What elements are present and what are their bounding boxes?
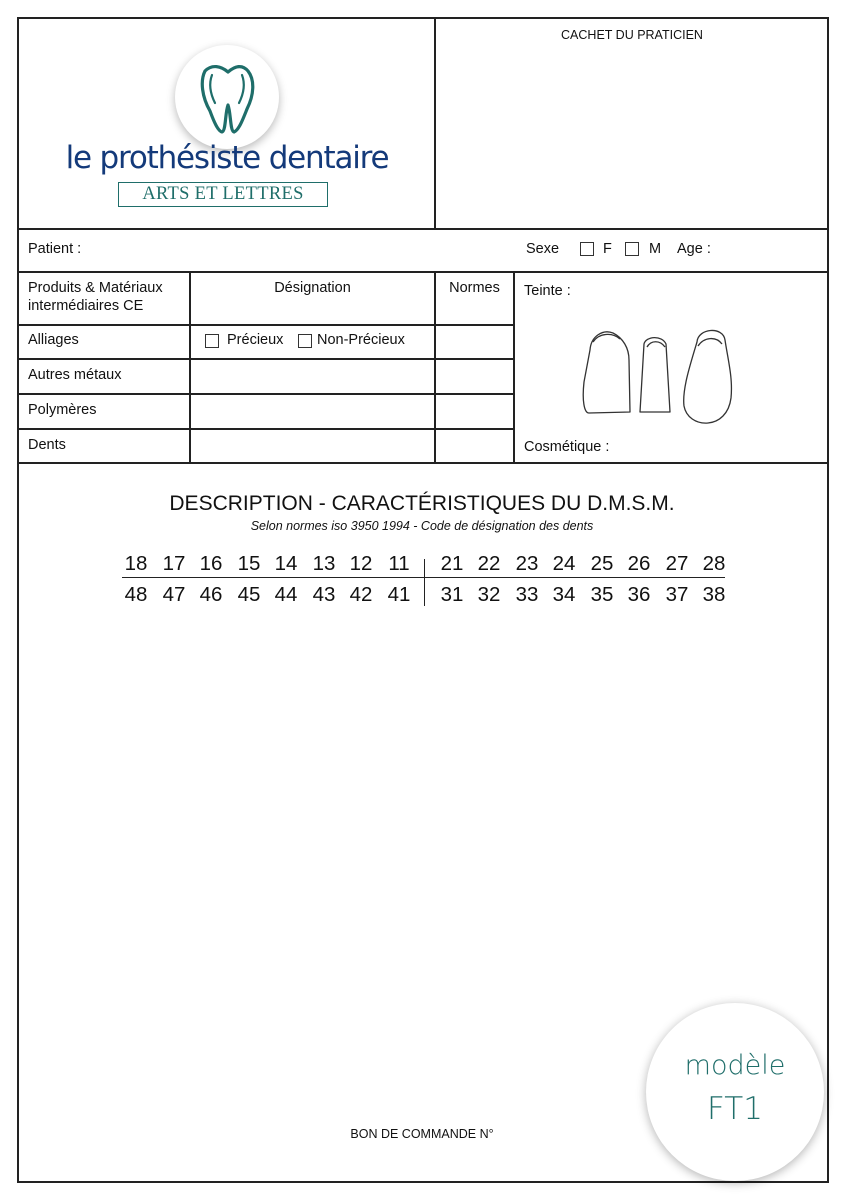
products-header-line2: intermédiaires CE [28,298,144,314]
tooth-17[interactable]: 17 [162,552,186,575]
tooth-24[interactable]: 24 [552,552,576,575]
patient-label: Patient : [28,241,82,257]
precieux-checkbox[interactable] [205,334,219,348]
products-header-line1: Produits & Matériaux [28,280,163,296]
row-label-autres-metaux: Autres métaux [28,367,122,383]
order-number-label: BON DE COMMANDE N° [350,1127,494,1141]
teeth-shade-illustration [580,320,740,430]
header-divider [434,17,436,228]
male-checkbox[interactable] [625,242,639,256]
normes-header: Normes [449,280,500,296]
tooth-44[interactable]: 44 [274,583,298,606]
tooth-48[interactable]: 48 [124,583,148,606]
patient-row-bottom-line [17,271,829,273]
table-col-line-1 [189,271,191,462]
tooth-35[interactable]: 35 [590,583,614,606]
model-badge-line2: FT1 [707,1091,763,1127]
tooth-26[interactable]: 26 [627,552,651,575]
tooth-46[interactable]: 46 [199,583,223,606]
tooth-13[interactable]: 13 [312,552,336,575]
description-title: DESCRIPTION - CARACTÉRISTIQUES DU D.M.S.M. [169,492,675,515]
tooth-logo-icon [175,45,279,149]
tooth-12[interactable]: 12 [349,552,373,575]
description-subtitle: Selon normes iso 3950 1994 - Code de désignation des dents [250,519,594,533]
model-badge [646,1003,824,1181]
table-col-line-3 [513,271,515,462]
tooth-14[interactable]: 14 [274,552,298,575]
female-checkbox[interactable] [580,242,594,256]
tooth-45[interactable]: 45 [237,583,261,606]
tooth-28[interactable]: 28 [702,552,726,575]
table-col-line-2 [434,271,436,462]
table-row-line-1 [17,358,514,360]
age-label: Age : [677,241,711,257]
tooth-47[interactable]: 47 [162,583,186,606]
tooth-32[interactable]: 32 [477,583,501,606]
row-label-dents: Dents [28,437,66,453]
tooth-42[interactable]: 42 [349,583,373,606]
tooth-18[interactable]: 18 [124,552,148,575]
row-label-polymeres: Polymères [28,402,97,418]
tooth-15[interactable]: 15 [237,552,261,575]
cosmetique-label: Cosmétique : [524,439,610,455]
non-precieux-checkbox[interactable] [298,334,312,348]
tooth-36[interactable]: 36 [627,583,651,606]
table-header-line [17,324,514,326]
non-precieux-label: Non-Précieux [317,332,405,348]
tooth-43[interactable]: 43 [312,583,336,606]
male-label: M [649,241,662,257]
tooth-16[interactable]: 16 [199,552,223,575]
sexe-label: Sexe [526,241,560,257]
tooth-21[interactable]: 21 [440,552,464,575]
tooth-34[interactable]: 34 [552,583,576,606]
header-bottom-line [17,228,829,230]
table-row-line-2 [17,393,514,395]
tooth-25[interactable]: 25 [590,552,614,575]
tooth-41[interactable]: 41 [387,583,411,606]
tooth-11[interactable]: 11 [388,552,410,575]
designation-header: Désignation [274,280,351,296]
precieux-label: Précieux [227,332,284,348]
tooth-22[interactable]: 22 [477,552,501,575]
stamp-label: CACHET DU PRATICIEN [561,28,703,42]
tooth-27[interactable]: 27 [665,552,689,575]
dental-chart-vertical-line [424,559,425,606]
logo-circle [175,45,279,149]
brand-name: le prothésiste dentaire [65,140,389,176]
female-label: F [603,241,612,257]
tooth-38[interactable]: 38 [702,583,726,606]
brand-tagline: ARTS ET LETTRES [118,182,328,207]
row-label-alliages: Alliages [28,332,79,348]
table-bottom-line [17,462,829,464]
tooth-33[interactable]: 33 [515,583,539,606]
tooth-37[interactable]: 37 [665,583,689,606]
tooth-31[interactable]: 31 [440,583,464,606]
model-badge-line1: modèle [684,1050,786,1081]
table-row-line-3 [17,428,514,430]
tooth-23[interactable]: 23 [515,552,539,575]
teinte-label: Teinte : [524,283,571,299]
